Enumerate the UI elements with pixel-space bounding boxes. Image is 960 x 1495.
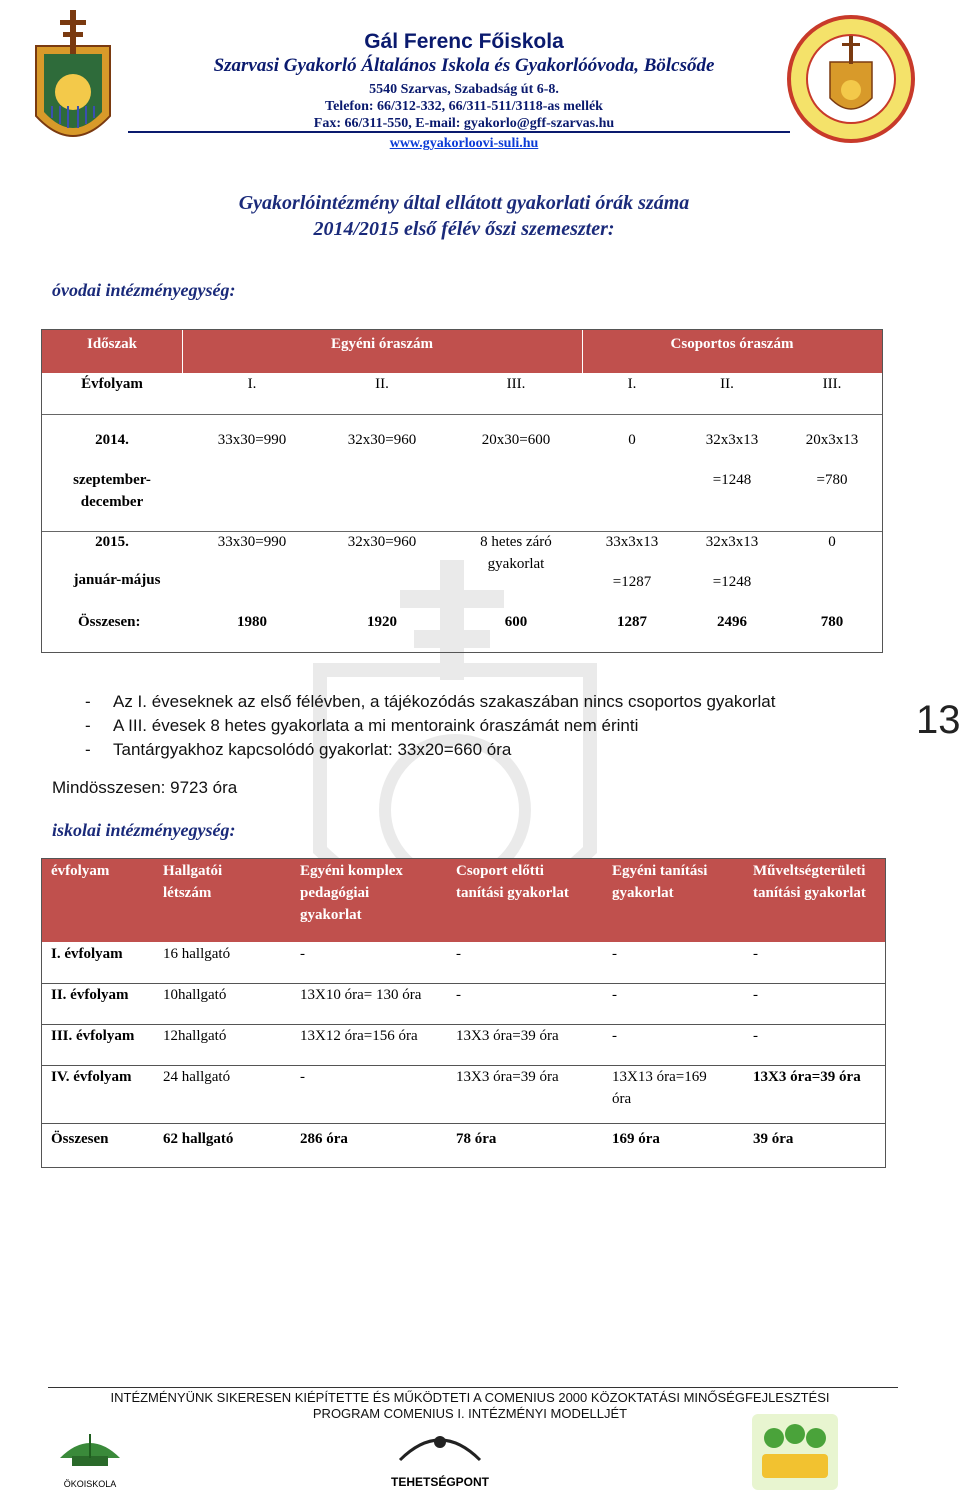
table-cell: 20x3x13 bbox=[805, 432, 859, 448]
website-link[interactable]: www.gyakorloovi-suli.hu bbox=[389, 136, 539, 151]
header-grade: évfolyam bbox=[51, 863, 110, 879]
school-name: Szarvasi Gyakorló Általános Iskola és Gyakorlóóvoda, Bölcsőde bbox=[213, 55, 715, 76]
grade-cell: II. bbox=[720, 376, 734, 392]
header-individual-teaching: Egyéni tanítási gyakorlat bbox=[612, 863, 708, 901]
kindergarten-section-label: óvodai intézményegység: bbox=[52, 280, 236, 300]
kindergarten-table bbox=[41, 329, 883, 653]
main-title: Gyakorlóintézmény által ellátott gyakorlati órák száma bbox=[238, 192, 690, 214]
table-row: II. évfolyam 10hallgató 13X10 óra= 130 óra - - - bbox=[51, 987, 758, 1003]
header-subject-area: Műveltségterületi tanítási gyakorlat bbox=[753, 863, 866, 901]
table-cell: 33x30=990 bbox=[217, 534, 287, 550]
table-row: IV. évfolyam 24 hallgató - 13X3 óra=39 óra 13X13 óra=169 óra 13X3 óra=39 óra bbox=[51, 1069, 861, 1107]
period-2015-year: 2015. bbox=[95, 534, 129, 550]
table-cell: 0 bbox=[628, 432, 636, 448]
green-kindergarten-logo bbox=[752, 1414, 838, 1490]
table-total-row: Összesen 62 hallgató 286 óra 78 óra 169 óra 39 óra bbox=[51, 1131, 794, 1147]
total-row-label: Összesen: bbox=[78, 614, 141, 630]
table-cell: 32x3x13 bbox=[705, 432, 759, 448]
table-cell: 33x30=990 bbox=[217, 432, 287, 448]
grade-row-label: Évfolyam bbox=[81, 376, 143, 392]
notes-list bbox=[85, 690, 775, 762]
note-item: - Tantárgyakhoz kapcsolódó gyakorlat: 33x20=660 óra bbox=[85, 740, 512, 759]
grade-cell: III. bbox=[506, 376, 526, 392]
period-2014-months: szeptember- bbox=[73, 472, 151, 488]
ecoschool-label: ÖKOISKOLA bbox=[63, 1479, 117, 1489]
grade-cell: I. bbox=[627, 376, 637, 392]
table-cell: 0 bbox=[828, 534, 836, 550]
page-number: 13 bbox=[916, 698, 960, 742]
footer-rule bbox=[48, 1387, 898, 1388]
table-cell: 33x3x13 bbox=[605, 534, 659, 550]
tehetsegpont-label: TEHETSÉGPONT bbox=[390, 1475, 489, 1489]
table-cell: 32x30=960 bbox=[347, 534, 417, 550]
table-row: III. évfolyam 12hallgató 13X12 óra=156 óra 13X3 óra=39 óra - - bbox=[51, 1028, 758, 1044]
total-cell: 1920 bbox=[367, 614, 397, 630]
period-2014-year: 2014. bbox=[95, 432, 129, 448]
header-individual: Egyéni óraszám bbox=[330, 336, 434, 352]
phone: Telefon: 66/312-332, 66/311-511/3118-as mellék bbox=[325, 99, 603, 114]
school-table bbox=[41, 858, 886, 1168]
kindergarten-table-header bbox=[42, 330, 882, 373]
header-period: Időszak bbox=[86, 336, 138, 352]
header-individual-complex: Egyéni komplex pedagógiai gyakorlat bbox=[300, 863, 403, 923]
table-cell: gyakorlat bbox=[487, 556, 545, 572]
header-student-count: Hallgatói létszám bbox=[163, 863, 223, 901]
table-cell: 32x3x13 bbox=[705, 534, 759, 550]
table-cell: =1287 bbox=[612, 574, 652, 590]
total-cell: 1287 bbox=[617, 614, 647, 630]
school-section-label: iskolai intézményegység: bbox=[52, 820, 236, 840]
table-cell: =1248 bbox=[712, 472, 752, 488]
total-cell: 780 bbox=[820, 614, 844, 630]
table-cell: 8 hetes záró bbox=[480, 534, 552, 550]
footer-line-1: INTÉZMÉNYÜNK SIKERESEN KIÉPÍTETTE ÉS MŰKÖDTETI A COMENIUS 2000 KÖZOKTATÁSI MINŐSÉGFEJLESZTÉSI bbox=[110, 1390, 830, 1405]
address: 5540 Szarvas, Szabadság út 6-8. bbox=[369, 82, 559, 97]
grade-cell: II. bbox=[375, 376, 389, 392]
tehetsegpont-logo bbox=[380, 1420, 500, 1490]
table-cell: =1248 bbox=[712, 574, 752, 590]
period-2014-months-end: december bbox=[80, 494, 144, 510]
table-cell: 20x30=600 bbox=[481, 432, 551, 448]
total-cell: 1980 bbox=[237, 614, 267, 630]
college-logo-left bbox=[32, 6, 114, 156]
header-group: Csoportos óraszám bbox=[670, 336, 794, 352]
note-item: - Az I. éveseknek az első félévben, a tájékozódás szakaszában nincs csoportos gyakorlat bbox=[85, 692, 776, 711]
header-rule bbox=[128, 131, 790, 133]
table-cell: =780 bbox=[816, 472, 848, 488]
note-item: - A III. évesek 8 hetes gyakorlata a mi mentoraink óraszámát nem érinti bbox=[85, 716, 639, 735]
table-row: I. évfolyam 16 hallgató - - - - bbox=[51, 946, 758, 962]
fax-email: Fax: 66/311-550, E-mail: gyakorlo@gff-szarvas.hu bbox=[313, 116, 615, 131]
total-cell: 600 bbox=[504, 614, 528, 630]
footer-line-2: PROGRAM COMENIUS I. INTÉZMÉNYI MODELLJÉT bbox=[312, 1406, 628, 1421]
institution-name: Gál Ferenc Főiskola bbox=[364, 30, 564, 53]
ecoschool-logo bbox=[50, 1418, 130, 1488]
total-cell: 2496 bbox=[717, 614, 747, 630]
grade-cell: III. bbox=[822, 376, 842, 392]
main-subtitle: 2014/2015 első félév őszi szemeszter: bbox=[313, 218, 615, 240]
grade-cell: I. bbox=[247, 376, 257, 392]
grand-total: Mindösszesen: 9723 óra bbox=[52, 778, 238, 797]
period-2015-months: január-május bbox=[73, 572, 161, 588]
header-group-teaching: Csoport előtti tanítási gyakorlat bbox=[456, 863, 569, 901]
table-cell: 32x30=960 bbox=[347, 432, 417, 448]
